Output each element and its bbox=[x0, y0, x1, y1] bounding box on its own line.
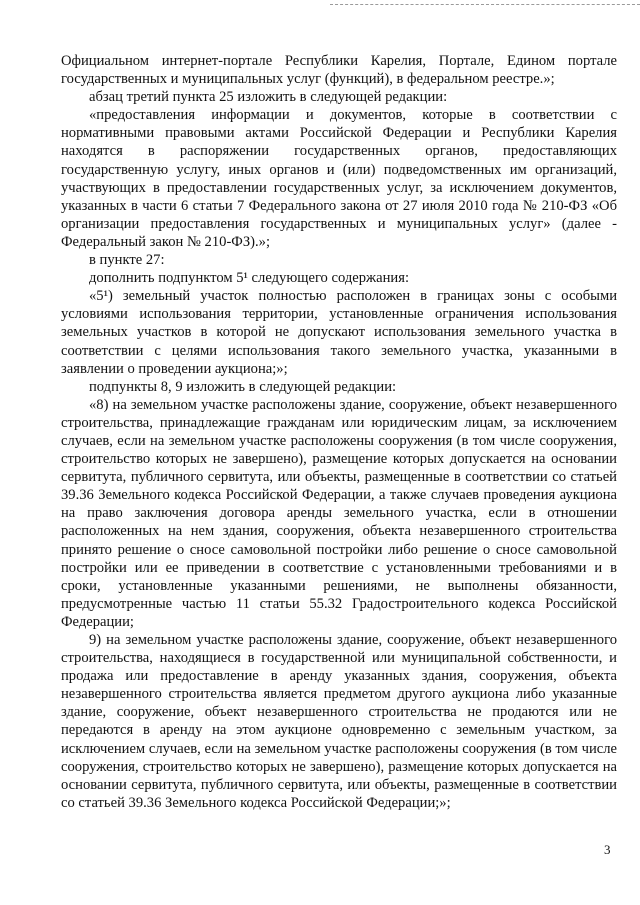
paragraph-subitem-5-1-intro: дополнить подпунктом 5¹ следующего содержания: bbox=[89, 270, 410, 287]
paragraph-subitem-5-1-text: «5¹) земельный участок полностью расположен в границах зоны с особыми условиями использования территории, установленные ограничения использования земельных участков в которой не допускают использования земельного участка в соответствии с целями использования такого земельного участка, указанными в заявлении о проведении аукциона;»; bbox=[61, 288, 617, 377]
page-number: 3 bbox=[604, 842, 611, 857]
document-body bbox=[61, 52, 617, 812]
paragraph-item-25-text: «предоставления информации и документов, которые в соответствии с нормативными правовыми актами Российской Федерации и Республики Карелия находятся в распоряжении государственных органов, предоставляющих государственную услугу, иных органов и (или) подведомственных им организаций, участвующих в предоставлении государственных услуг, за исключением документов, указанных в части 6 статьи 7 Федерального закона от 27 июля 2010 года № 210-ФЗ «Об организации предоставления государственных и муниципальных услуг» (далее - Федеральный закон № 210-ФЗ).»; bbox=[61, 107, 617, 250]
paragraph-item-25-intro: абзац третий пункта 25 изложить в следующей редакции: bbox=[89, 89, 448, 106]
scan-edge-line bbox=[330, 4, 640, 5]
paragraph-subitem-9-text: 9) на земельном участке расположены здание, сооружение, объект незавершенного строительства, находящиеся в государственной или муниципальной собственности, и продажа или предоставление в аренду указанных здания, сооружения, объекта незавершенного строительства является предметом другого аукциона либо указанные здание, сооружение, объект незавершенного строительства не продаются или не передаются в аренду на этом аукционе одновременно с земельным участком, за исключением случаев, если на земельном участке расположены сооружения (в том числе сооружения, строительство которых не завершено), размещение которых допускается на основании сервитута, публичного сервитута, или объекты, размещенные в соответствии со статьей 39.36 Земельного кодекса Российской Федерации;»; bbox=[61, 632, 617, 811]
paragraph-portal-continuation: Официальном интернет-портале Республики Карелия, Портале, Едином портале государственных и муниципальных услуг (функций), в федеральном реестре.»; bbox=[61, 53, 617, 88]
paragraph-subitems-8-9-intro: подпункты 8, 9 изложить в следующей редакции: bbox=[89, 378, 397, 395]
paragraph-subitem-8-text: «8) на земельном участке расположены здание, сооружение, объект незавершенного строительства, принадлежащие гражданам или юридическим лицам, за исключением случаев, если на земельном участке расположены сооружения (в том числе сооружения, строительство которых не завершено), размещение которых допускается на основании сервитута, публичного сервитута, или объекты, размещенные в соответствии со статьей 39.36 Земельного кодекса Российской Федерации, а также случаев проведения аукциона на право заключения договора аренды земельного участка, если в отношении расположенных на нем здания, сооружения, объекта незавершенного строительства принято решение о сносе самовольной постройки либо решение о сносе самовольной постройки или ее приведении в соответствие с установленными требованиями и в сроки, установленные указанными решениями, не выполнены обязанности, предусмотренные частью 11 статьи 55.32 Градостроительного кодекса Российской Федерации; bbox=[61, 396, 617, 630]
paragraph-item-27-intro: в пункте 27: bbox=[89, 252, 165, 269]
